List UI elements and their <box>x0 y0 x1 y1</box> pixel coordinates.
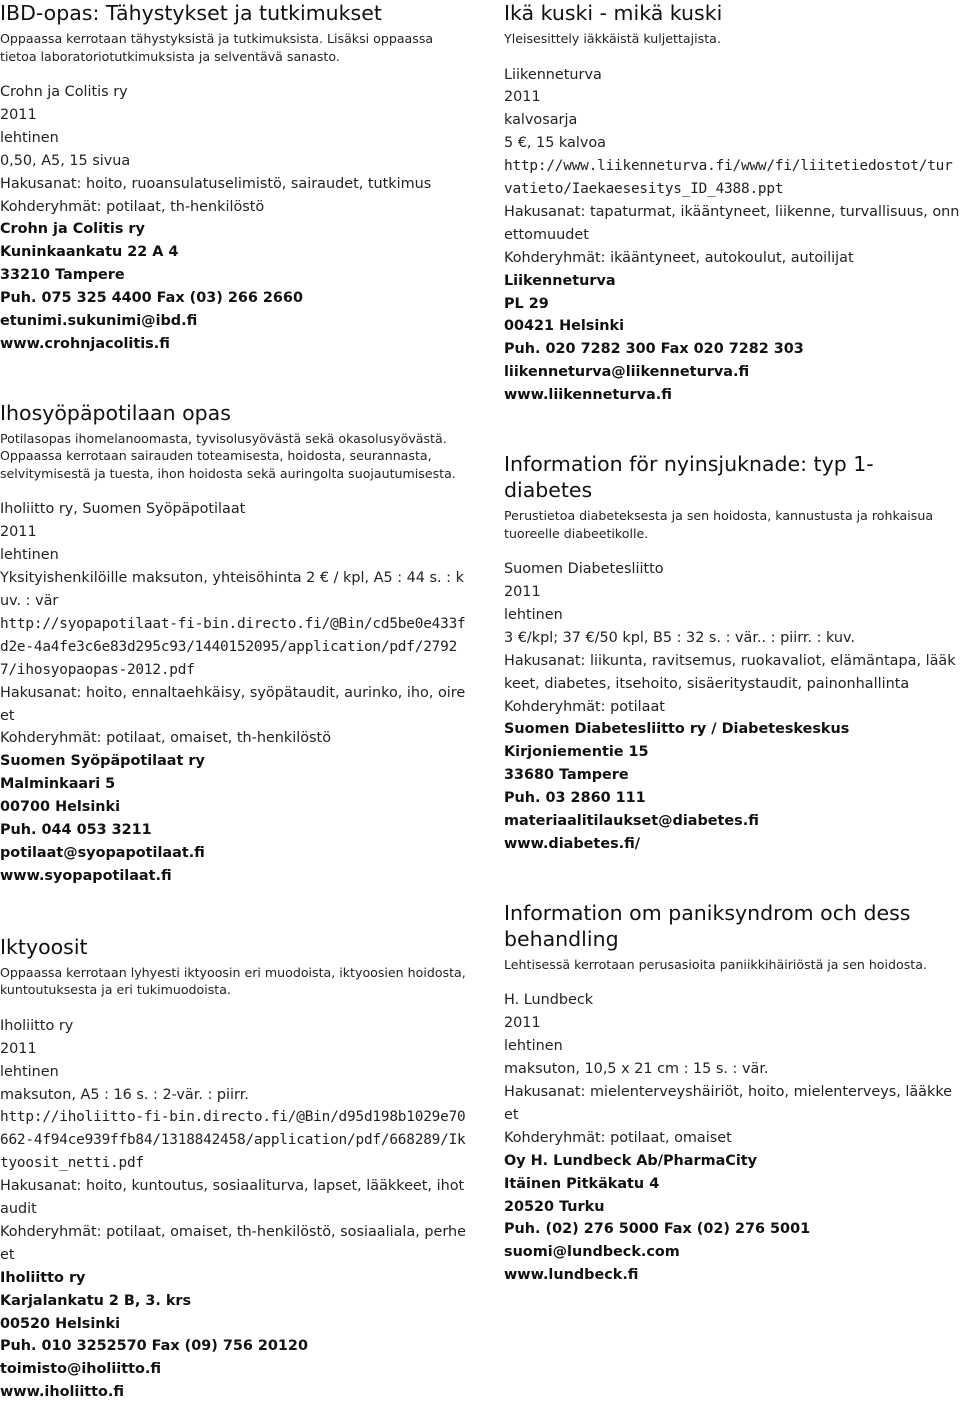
detail-line: maksuton, A5 : 16 s. : 2-vär. : piirr. <box>0 1086 249 1103</box>
detail-line: Kohderyhmät: potilaat, omaiset, th-henkilöstö <box>0 730 332 747</box>
detail-line: Hakusanat: hoito, ruoansulatuselimistö, sairaudet, tutkimus <box>0 175 432 192</box>
publisher-contact-line: 33680 Tampere <box>504 767 629 784</box>
detail-line: 2011 <box>504 89 541 106</box>
publication-entry-information-for-nyinsjuknade-typ-1-diabe <box>504 451 960 856</box>
detail-line: 3 €/kpl; 37 €/50 kpl, B5 : 32 s. : vär.. : piirr. : kuv. <box>504 629 856 646</box>
publisher-contact-line: Kirjoniementie 15 <box>504 744 649 761</box>
publisher-contact-line: Suomen Syöpäpotilaat ry <box>0 753 205 770</box>
detail-line: Hakusanat: hoito, ennaltaehkäisy, syöpätaudit, aurinko, iho, oireet <box>0 684 466 724</box>
contact-link[interactable]: toimisto@iholiitto.fi <box>0 1361 161 1378</box>
publication-description: Oppaassa kerrotaan lyhyesti iktyoosin eri muodoista, iktyoosien hoidosta, kuntoutuksesta ja eri tukimuodoista. <box>0 964 466 998</box>
detail-line: lehtinen <box>0 129 59 146</box>
detail-line: 2011 <box>0 524 37 541</box>
publisher-contact-line: Iholiitto ry <box>0 1269 86 1286</box>
publisher-contact-line: Itäinen Pitkäkatu 4 <box>504 1175 660 1192</box>
publication-entry-ika-kuski-mika-kuski <box>504 0 960 407</box>
detail-line: Iholiitto ry <box>0 1017 74 1034</box>
contact-link[interactable]: etunimi.sukunimi@ibd.fi <box>0 313 198 330</box>
detail-line: Yksityishenkilöille maksuton, yhteisöhinta 2 € / kpl, A5 : 44 s. : kuv. : vär <box>0 570 464 609</box>
detail-line: maksuton, 10,5 x 21 cm : 15 s. : vär. <box>504 1061 769 1078</box>
publication-details <box>0 498 470 887</box>
left-column <box>0 0 470 1404</box>
detail-line: lehtinen <box>504 606 563 623</box>
publisher-contact-line: Puh. 020 7282 300 Fax 020 7282 303 <box>504 341 804 358</box>
contact-link[interactable]: potilaat@syopapotilaat.fi <box>0 844 205 861</box>
detail-line: Liikenneturva <box>504 66 602 83</box>
publisher-contact-line: Crohn ja Colitis ry <box>0 221 145 238</box>
document-url[interactable]: http://www.liikenneturva.fi/www/fi/liitetiedostot/turvatieto/Iaekaesesitys_ID_4388.ppt <box>504 158 953 198</box>
detail-line: lehtinen <box>0 547 59 564</box>
publisher-contact-line: Puh. 010 3252570 Fax (09) 756 20120 <box>0 1338 308 1355</box>
publisher-contact-line: Puh. 044 053 3211 <box>0 822 152 839</box>
detail-line: 2011 <box>504 584 541 600</box>
contact-link[interactable]: www.syopapotilaat.fi <box>0 867 172 884</box>
publisher-contact-line: 00421 Helsinki <box>504 318 625 335</box>
publication-title: Ikä kuski - mikä kuski <box>504 1 723 25</box>
publication-details <box>0 81 470 356</box>
publisher-contact-line: Puh. (02) 276 5000 Fax (02) 276 5001 <box>504 1221 811 1238</box>
publisher-contact-line: Liikenneturva <box>504 272 616 289</box>
detail-line: 0,50, A5, 15 sivua <box>0 152 131 169</box>
detail-line: Hakusanat: liikunta, ravitsemus, ruokavaliot, elämäntapa, lääkkeet, diabetes, itsehoito, sisäeritystaudit, painonhallinta <box>504 652 956 692</box>
publication-details <box>504 558 960 856</box>
detail-line: lehtinen <box>504 1038 563 1055</box>
publisher-contact-line: Malminkaari 5 <box>0 776 116 793</box>
contact-link[interactable]: www.diabetes.fi/ <box>504 835 641 852</box>
publisher-contact-line: Puh. 075 325 4400 Fax (03) 266 2660 <box>0 290 303 307</box>
publication-entry-iktyoosit <box>0 934 470 1404</box>
publisher-contact-line: 00700 Helsinki <box>0 799 121 816</box>
contact-link[interactable]: www.liikenneturva.fi <box>504 387 672 404</box>
publication-title: Ihosyöpäpotilaan opas <box>0 400 231 425</box>
publication-entry-information-om-paniksyndrom-och-dess-beh <box>504 900 960 1287</box>
detail-line: Kohderyhmät: ikääntyneet, autokoulut, autoilijat <box>504 249 854 266</box>
contact-link[interactable]: www.crohnjacolitis.fi <box>0 335 170 352</box>
publisher-contact-line: Oy H. Lundbeck Ab/PharmaCity <box>504 1152 758 1169</box>
detail-line: Hakusanat: mielenterveyshäiriöt, hoito, mielenterveys, lääkkeet <box>504 1084 953 1123</box>
contact-link[interactable]: www.iholiitto.fi <box>0 1384 125 1401</box>
detail-line: lehtinen <box>0 1063 59 1080</box>
publication-description: Lehtisessä kerrotaan perusasioita paniikkihäiriöstä ja sen hoidosta. <box>504 956 927 972</box>
detail-line: Hakusanat: hoito, kuntoutus, sosiaaliturva, lapset, lääkkeet, ihotaudit <box>0 1178 465 1218</box>
publisher-contact-line: Puh. 03 2860 111 <box>504 790 646 807</box>
detail-line: H. Lundbeck <box>504 992 594 1009</box>
publication-entry-ihosyopapotilaan-opas <box>0 400 470 888</box>
detail-line: Kohderyhmät: potilaat, omaiset, th-henkilöstö, sosiaaliala, perheet <box>0 1223 466 1263</box>
detail-line: 5 €, 15 kalvoa <box>504 135 606 152</box>
detail-line: Kohderyhmät: potilaat <box>504 698 665 715</box>
contact-link[interactable]: materiaalitilaukset@diabetes.fi <box>504 813 759 830</box>
detail-line: Iholiitto ry, Suomen Syöpäpotilaat <box>0 501 246 518</box>
publication-details <box>504 64 960 408</box>
detail-line: kalvosarja <box>504 112 578 129</box>
detail-line: Hakusanat: tapaturmat, ikääntyneet, liikenne, turvallisuus, onnettomuudet <box>504 203 960 243</box>
contact-link[interactable]: suomi@lundbeck.com <box>504 1244 680 1261</box>
publication-description: Potilasopas ihomelanoomasta, tyvisolusyövästä sekä okasolusyövästä. Oppaassa kerrotaan sairauden toteamisesta, hoidosta, seurannasta, selvitymisestä ja tuesta, ihon hoidosta sekä auringolta suojautumisesta. <box>0 430 456 481</box>
detail-line: 2011 <box>0 1040 37 1057</box>
publication-title: Iktyoosit <box>0 934 88 959</box>
detail-line: 2011 <box>504 1015 541 1032</box>
publication-title: IBD-opas: Tähystykset ja tutkimukset <box>0 1 382 25</box>
publication-details <box>504 989 960 1287</box>
publication-description: Oppaassa kerrotaan tähystyksistä ja tutkimuksista. Lisäksi oppaassa tietoa laboratoriotutkimuksista ja selventävä sanasto. <box>0 31 434 64</box>
publisher-contact-line: Kuninkaankatu 22 A 4 <box>0 244 179 261</box>
detail-line: Kohderyhmät: potilaat, omaiset <box>504 1129 732 1146</box>
publication-title: Information för nyinsjuknade: typ 1-diabetes <box>504 452 874 503</box>
publication-title: Information om paniksyndrom och dess behandling <box>504 900 911 951</box>
publisher-contact-line: 00520 Helsinki <box>0 1315 121 1332</box>
right-column <box>504 0 960 1287</box>
publisher-contact-line: Suomen Diabetesliitto ry / Diabeteskeskus <box>504 721 850 738</box>
publisher-contact-line: 20520 Turku <box>504 1198 605 1215</box>
contact-link[interactable]: www.lundbeck.fi <box>504 1267 639 1284</box>
detail-line: Kohderyhmät: potilaat, th-henkilöstö <box>0 198 265 215</box>
detail-line: Suomen Diabetesliitto <box>504 561 664 578</box>
detail-line: Crohn ja Colitis ry <box>0 84 128 100</box>
publisher-contact-line: Karjalankatu 2 B, 3. krs <box>0 1292 192 1309</box>
document-url[interactable]: http://syopapotilaat-fi-bin.directo.fi/@Bin/cd5be0e433fd2e-4a4fe3c6e83d295c93/1440152095/application/pdf/27927/ihosyopaopas-2012.pdf <box>0 615 466 678</box>
publication-entry-ibd-opas-tahystykset-ja-tutkimukset <box>0 0 470 356</box>
publisher-contact-line: 33210 Tampere <box>0 267 125 284</box>
document-url[interactable]: http://iholiitto-fi-bin.directo.fi/@Bin/d95d198b1029e70662-4f94ce939ffb84/1318842458/application/pdf/668289/Iktyoosit_netti.pdf <box>0 1109 466 1172</box>
contact-link[interactable]: liikenneturva@liikenneturva.fi <box>504 364 750 381</box>
publication-description: Yleisesittely iäkkäistä kuljettajista. <box>504 31 721 46</box>
publisher-contact-line: PL 29 <box>504 295 549 312</box>
publication-description: Perustietoa diabeteksesta ja sen hoidosta, kannustusta ja rohkaisua tuoreelle diabeetikolle. <box>504 508 934 541</box>
detail-line: 2011 <box>0 106 37 123</box>
publication-details <box>0 1015 470 1404</box>
